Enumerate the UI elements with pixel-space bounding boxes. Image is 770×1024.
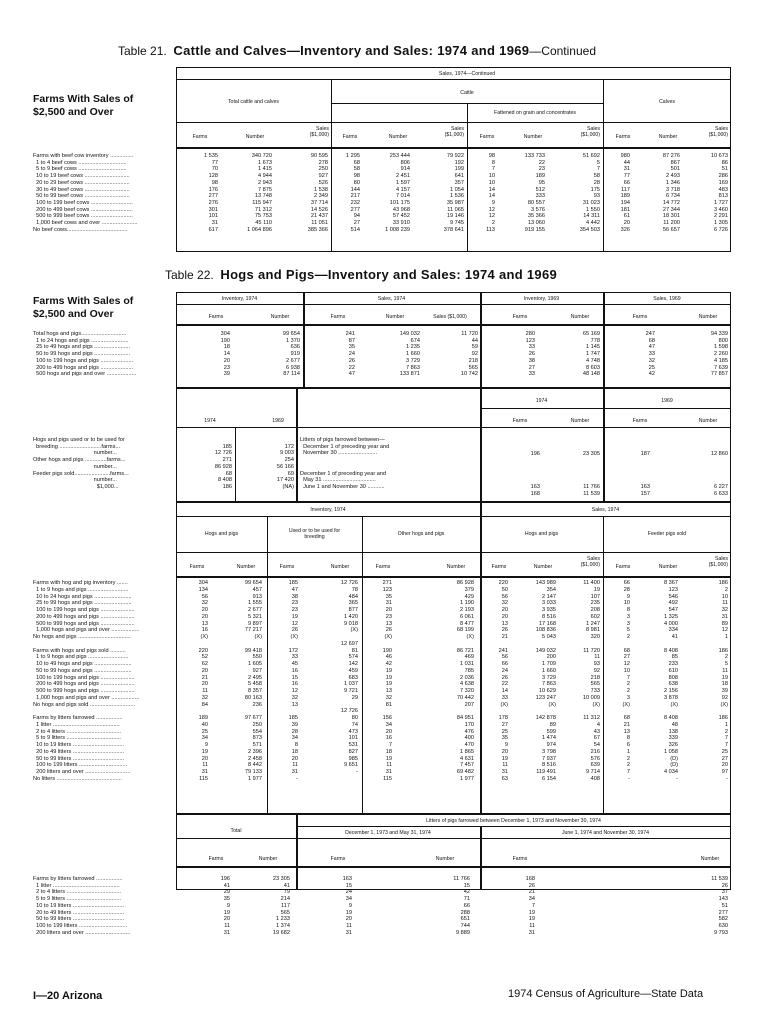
t21-col-farms-2: Farms bbox=[342, 134, 358, 140]
table21-continued: —Continued bbox=[529, 44, 597, 58]
census-title: 1974 Census of Agriculture—State Data bbox=[508, 988, 704, 1000]
t21-head-sales: Sales, 1974—Continued bbox=[438, 71, 496, 77]
t22-s2-c-farms2: Farms bbox=[632, 418, 648, 424]
t21-col2: 90 595 278 250 927 526 1 538 2 349 37 714 14 526 21 437 11 051 385 366 bbox=[307, 153, 328, 233]
t22-s3-feeder: Feeder pigs sold bbox=[647, 531, 687, 537]
t22-s1-col4: 11 720 44 59 92 218 565 10 742 bbox=[460, 331, 478, 378]
page-number: I—20 Arizona bbox=[33, 990, 103, 1002]
table22-number: Table 22. bbox=[165, 268, 214, 282]
t21-col7: 133 733 22 23 189 95 512 333 80 557 3 576 35 366 13 060 919 155 bbox=[524, 153, 545, 233]
t22-s1-c-farms3: Farms bbox=[512, 314, 528, 320]
t22-s2-r3-c3: 6 633 bbox=[714, 491, 728, 497]
t21-col3: 1 295 68 58 98 80 144 217 232 277 94 27 514 bbox=[346, 153, 360, 233]
t22-s4-c-number2: Number bbox=[435, 856, 455, 862]
t22-s2-r3-c1: 11 539 bbox=[583, 491, 600, 497]
t22-s4-col1: 23 305 41 79 214 117 565 1 233 1 374 19 682 bbox=[272, 876, 290, 936]
t22-s3-col6: 220 50 56 32 20 20 13 26 21 241 56 66 24 26 22 14 33 (X) 178 27 25 35 9 20 19 11 31 63 bbox=[498, 580, 508, 782]
t22-s3-sales: Sales, 1974 bbox=[591, 507, 620, 513]
t22-s1-labels: Total hogs and pigs............................. 1 to 24 hogs and pigs ........................ 25 to 49 hogs and pigs ....................... 50 to 99 hogs and pigs ....................... 100 to 199 hogs and pigs ..................... 200 to 499 hogs and pigs ..................... 500 hogs and pigs and over ................... bbox=[33, 331, 137, 378]
t22-s1-c-sales: Sales ($1,000) bbox=[433, 314, 467, 320]
t22-s2-y69-head: 1969 bbox=[661, 398, 673, 404]
t22-s3-c-number1: Number bbox=[330, 564, 350, 570]
t22-s1-c-number2: Number bbox=[385, 314, 405, 320]
t21-col-number-3: Number bbox=[523, 134, 543, 140]
table21-heading: Cattle and Calves—Inventory and Sales: 1974 and 1969 bbox=[173, 43, 530, 58]
t22-s4-c-farms: Farms bbox=[208, 856, 224, 862]
t22-s3-col7: 143 989 354 2 147 3 033 3 935 8 516 17 168 108 836 5 043 149 032 200 1 709 1 660 3 729 7 863 10 629 123 247 (X) 142 878 89 599 1 474 974 3 798 7 937 8 516 119 491 6 154 bbox=[535, 580, 556, 782]
t22-s2-c-farms: Farms bbox=[512, 418, 528, 424]
t22-s3-hogs: Hogs and pigs bbox=[204, 531, 239, 537]
t22-s4-col3: 11 766 15 42 71 66 288 651 744 9 889 bbox=[453, 876, 470, 936]
t22-s2-c-number: Number bbox=[570, 418, 590, 424]
t22-s1-c-farms4: Farms bbox=[632, 314, 648, 320]
t22-s1-inv69: Inventory, 1969 bbox=[523, 296, 560, 302]
t22-s3-col11: 186 2 10 11 32 31 89 12 1 186 2 5 11 19 18 39 92 (X) 186 1 2 7 7 25 27 20 97 - bbox=[718, 580, 728, 782]
t22-s2-r2-c0: 163 bbox=[530, 484, 540, 490]
t22-s2-y74: 1974 bbox=[204, 418, 216, 424]
t21-col-farms-4: Farms bbox=[615, 134, 631, 140]
t22-s4-c-number: Number bbox=[258, 856, 278, 862]
t22-s3-c-farms1: Farms bbox=[279, 564, 295, 570]
t22-s2-col1974: 185 12 726 271 86 928 68 8 408 186 bbox=[214, 443, 232, 490]
t22-s3-shogs: Hogs and pigs bbox=[524, 531, 559, 537]
t22-s2-y69: 1969 bbox=[272, 418, 284, 424]
t22-s1-c-number3: Number bbox=[570, 314, 590, 320]
t22-s3-col9: 66 28 9 10 8 3 3 5 2 68 27 12 10 7 2 2 3 (X) 68 21 13 8 6 1 2 2 7 - bbox=[622, 580, 630, 782]
t22-s2-labels: Hogs and pigs used or to be used for breeding ...........................farms... number... Other hogs and pigs ..............farms... number... Feeder pigs sold.......................farms... number... $1,000... bbox=[33, 437, 129, 490]
t21-head-cattle: Cattle bbox=[460, 90, 474, 96]
t21-col11: 10 673 86 51 286 169 483 813 1 727 3 460 2 291 1 305 6 726 bbox=[710, 153, 728, 233]
t21-col-sales-3: Sales ($1,000) bbox=[580, 126, 600, 138]
t22-s1-col5: 280 123 33 26 38 27 33 bbox=[525, 331, 535, 378]
t22-s4-jun: June 1, 1974 and November 30, 1974 bbox=[561, 830, 650, 836]
t21-head-total: Total cattle and calves bbox=[227, 99, 280, 105]
t22-s1-col8: 94 339 800 1 598 2 260 4 185 7 639 77 857 bbox=[710, 331, 728, 378]
t22-s2-r1-c3: 12 860 bbox=[710, 451, 728, 457]
t22-s3-inv: Inventory, 1974 bbox=[310, 507, 346, 513]
t22-s2-r3-c0: 168 bbox=[530, 491, 540, 497]
t22-s4-total: Total bbox=[230, 828, 242, 834]
table22-farms-label: Farms With Sales of $2,500 and Over bbox=[33, 295, 134, 320]
t22-s4-labels: Farms by litters farrowed ................. 1 litter ........................................... 2 to 4 litters ................................... 5 to 9 litters ................................... 10 to 19 litters ................................. 20 to 49 litters ................................. 50 to 99 litters ................................. 100 to 199 litters ............................... 200 litters and over ............................. bbox=[33, 876, 131, 936]
t21-col4: 253 444 806 914 2 451 1 597 4 157 7 014 101 175 43 968 57 452 33 910 1 008 239 bbox=[385, 153, 410, 233]
t22-s3-c-farms4: Farms bbox=[615, 564, 631, 570]
t22-s4-col0: 196 41 29 35 9 19 20 11 31 bbox=[220, 876, 230, 936]
t22-s4-col5: 11 539 26 37 143 51 277 582 630 9 793 bbox=[711, 876, 728, 936]
t21-col-number: Number bbox=[245, 134, 265, 140]
t22-s3-c-number2: Number bbox=[446, 564, 466, 570]
t22-s1-col1: 99 654 1 370 636 919 2 677 6 938 87 114 bbox=[282, 331, 300, 378]
t22-s3-col10: 8 367 123 546 492 547 1 325 4 000 334 41 8 408 85 233 610 808 638 2 156 3 878 (X) 8 408 48 138 339 326 1 058 (D) (D) 4 034 - bbox=[664, 580, 678, 782]
t21-col-sales: Sales ($1,000) bbox=[309, 126, 329, 138]
t22-s4-dec: December 1, 1973 and May 31, 1974 bbox=[345, 830, 431, 836]
t22-s1-col7: 247 68 47 33 32 25 42 bbox=[645, 331, 655, 378]
t22-s1-c-number: Number bbox=[270, 314, 290, 320]
t21-col10: 87 276 867 501 2 493 1 346 3 718 6 734 14 772 27 344 18 301 11 200 56 657 bbox=[662, 153, 680, 233]
t21-col9: 980 44 31 77 66 117 189 194 181 61 20 326 bbox=[620, 153, 630, 233]
t22-s2-r1-c1: 23 305 bbox=[582, 451, 600, 457]
t21-col-farms-3: Farms bbox=[479, 134, 495, 140]
t22-s3-c-number3: Number bbox=[533, 564, 553, 570]
t22-s2-c-number2: Number bbox=[698, 418, 718, 424]
t22-s3-other: Other hogs and pigs bbox=[397, 531, 445, 537]
t21-col6: 98 8 7 10 10 14 14 9 12 12 2 113 bbox=[486, 153, 495, 233]
t22-s3-c-sales4: Sales ($1,000) bbox=[708, 556, 728, 568]
t21-col0: 1 535 77 70 128 98 176 277 276 301 101 31 617 bbox=[204, 153, 218, 233]
t22-s3-c-sales3: Sales ($1,000) bbox=[580, 556, 600, 568]
t21-head-fattened: Fattened on grain and concentrates bbox=[494, 110, 576, 116]
t21-col-sales-4: Sales ($1,000) bbox=[708, 126, 728, 138]
t22-s3-col3: 12 726 78 484 365 877 1 420 9 018 (X) 12 697 81 574 142 459 683 1 037 9 721 29 12 726 80 74 473 101 531 827 985 9 651 - bbox=[340, 580, 358, 775]
t22-s2-r3-c2: 157 bbox=[640, 491, 650, 497]
table21-number: Table 21. bbox=[118, 44, 167, 58]
t22-s4-col4: 168 26 21 34 7 19 19 11 31 bbox=[525, 876, 535, 936]
t22-s2-r2-c3: 6 227 bbox=[714, 484, 728, 490]
t21-col-farms: Farms bbox=[192, 134, 208, 140]
t22-s3-col0: 304 134 56 32 20 20 13 16 (X) 220 52 62 20 21 20 11 32 84 189 40 25 34 9 19 20 11 31 115 bbox=[198, 580, 208, 782]
t21-col-number-4: Number bbox=[658, 134, 678, 140]
t21-row-labels: Farms with beef cow inventory ............... 1 to 4 beef cows ............................... 5 to 9 beef cows ............................... 10 to 19 beef cows ............................. 20 to 29 beef cows ............................. 30 to 49 beef cows ............................. 50 to 99 beef cows ............................. 100 to 199 beef cows ........................... 200 to 499 beef cows ........................... 500 to 999 beef cows ........................... 1,000 beef cows and over ....................... No beef cows....................................... bbox=[33, 153, 138, 233]
t22-s3-c-farms3: Farms bbox=[491, 564, 507, 570]
t22-s4-head: Litters of pigs farrowed between December 1, 1973 and November 30, 1974 bbox=[426, 818, 601, 824]
t22-s4-c-number3: Number bbox=[700, 856, 720, 862]
t21-col8: 51 692 5 7 58 28 175 93 31 023 1 550 14 311 4 442 354 503 bbox=[579, 153, 600, 233]
t22-s3-c-number4: Number bbox=[658, 564, 678, 570]
t22-s1-col6: 65 169 778 1 145 1 747 4 748 8 603 48 148 bbox=[582, 331, 600, 378]
t21-head-calves: Calves bbox=[659, 99, 675, 105]
t22-s2-litter-text: Litters of pigs farrowed between— December 1 of preceding year and November 30 ......................... December 1 of preceding year and May 31 .................................. June 1 and November 30 ........... bbox=[300, 437, 390, 490]
t22-s3-c-number0: Number bbox=[236, 564, 256, 570]
t22-s4-col2: 163 15 24 34 9 19 20 11 31 bbox=[342, 876, 352, 936]
t22-s3-col8: 11 400 19 107 235 208 602 1 247 8 981 320 11 720 11 93 92 218 565 733 10 009 (X) 11 312 4 43 67 54 216 576 639 9 714 408 bbox=[582, 580, 600, 782]
t22-s1-inv74: Inventory, 1974 bbox=[221, 296, 258, 302]
t22-s3-breed: Used or to be used for breeding bbox=[288, 528, 341, 540]
t21-col-sales-2: Sales ($1,000) bbox=[444, 126, 464, 138]
t22-s3-c-farms0: Farms bbox=[189, 564, 205, 570]
table21-title bbox=[118, 43, 596, 58]
t22-s3-col2: 185 47 38 23 23 19 12 26 (X) 172 33 45 16 15 16 12 32 13 185 39 28 34 8 18 20 11 31 - bbox=[288, 580, 298, 782]
t22-s2-r1-c0: 196 bbox=[530, 451, 540, 457]
t22-s2-y74-head: 1974 bbox=[535, 398, 548, 404]
t22-s3-col5: 86 928 379 429 1 190 2 193 6 061 8 477 68 199 (X) 86 721 469 1 031 785 2 036 4 638 7 320 70 442 207 84 951 170 476 400 470 1 865 4 631 7 457 69 482 1 977 bbox=[456, 580, 474, 782]
t22-s1-col0: 304 190 18 14 20 23 39 bbox=[220, 331, 230, 378]
t22-s3-labels: Farms with hog and pig inventory ....... 1 to 9 hogs and pigs .......................... 10 to 24 hogs and pigs ........................ 25 to 99 hogs and pigs ........................ 100 to 199 hogs and pigs ...................... 200 to 499 hogs and pigs ...................... 500 to 999 hogs and pigs ...................... 1,000 hogs and pigs and over .................. No hogs and pigs .................................. Farms with hogs and pigs sold .......... 1 to 9 hogs and pigs .......................... 10 to 49 hogs and pigs ........................ 50 to 99 hogs and pigs ........................ 100 to 199 hogs and pigs ...................... 200 to 499 hogs and pigs ...................... 500 to 999 hogs and pigs ...................... 1,000 hogs and pigs and over .................. No hogs and pigs sold ............................. Farms by litters farrowed ................. 1 litter ........................................... 2 to 4 litters ................................... 5 to 9 litters ................................... 10 to 19 litters ................................. 20 to 49 litters ................................. 50 to 99 litters ................................. 100 to 199 litters ............................... 200 litters and over ............................. No litters .......................................... bbox=[33, 580, 140, 782]
t22-s2-col1969: 172 9 003 254 56 166 69 17 420 (NA) bbox=[276, 443, 294, 490]
table21-farms-label: Farms With Sales of $2,500 and Over bbox=[33, 93, 134, 118]
t22-s1-c-number4: Number bbox=[698, 314, 718, 320]
t22-s1-sales74: Sales, 1974 bbox=[377, 296, 406, 302]
t22-s1-col3: 149 032 674 1 235 1 660 3 729 7 863 133 871 bbox=[399, 331, 420, 378]
t22-s1-c-farms2: Farms bbox=[330, 314, 346, 320]
t22-s2-r1-c2: 187 bbox=[640, 451, 650, 457]
t22-s1-sales69: Sales, 1969 bbox=[653, 296, 681, 302]
table22-heading: Hogs and Pigs—Inventory and Sales: 1974 and 1969 bbox=[220, 267, 558, 282]
t21-col-number-2: Number bbox=[388, 134, 408, 140]
t22-s3-c-farms2: Farms bbox=[375, 564, 391, 570]
t22-s1-col2: 241 87 35 24 26 22 47 bbox=[345, 331, 355, 378]
t21-col5: 79 922 192 199 641 357 1 054 1 536 35 987 11 065 19 146 9 745 378 641 bbox=[443, 153, 464, 233]
t22-s3-col1: 99 654 457 913 1 555 2 677 5 321 9 897 77 217 (X) 99 418 550 1 605 927 2 495 5 458 8 357 80 163 236 97 677 250 554 873 571 2 396 2 458 8 442 79 133 1 977 bbox=[244, 580, 262, 782]
t22-s2-r2-c2: 163 bbox=[640, 484, 650, 490]
t21-col1: 340 720 1 673 1 415 4 944 2 943 7 875 13 748 115 947 71 312 75 753 45 110 1 064 896 bbox=[247, 153, 272, 233]
t22-s4-c-farms2: Farms bbox=[330, 856, 346, 862]
table22-title bbox=[165, 267, 557, 282]
t22-s3-col4: 271 123 35 31 20 23 13 26 (X) 190 46 42 19 19 19 13 32 81 156 34 20 16 7 18 19 11 31 115 bbox=[382, 580, 392, 782]
t22-s2-r2-c1: 11 766 bbox=[583, 484, 600, 490]
t22-s1-c-farms: Farms bbox=[208, 314, 224, 320]
t22-s4-c-farms3: Farms bbox=[512, 856, 528, 862]
